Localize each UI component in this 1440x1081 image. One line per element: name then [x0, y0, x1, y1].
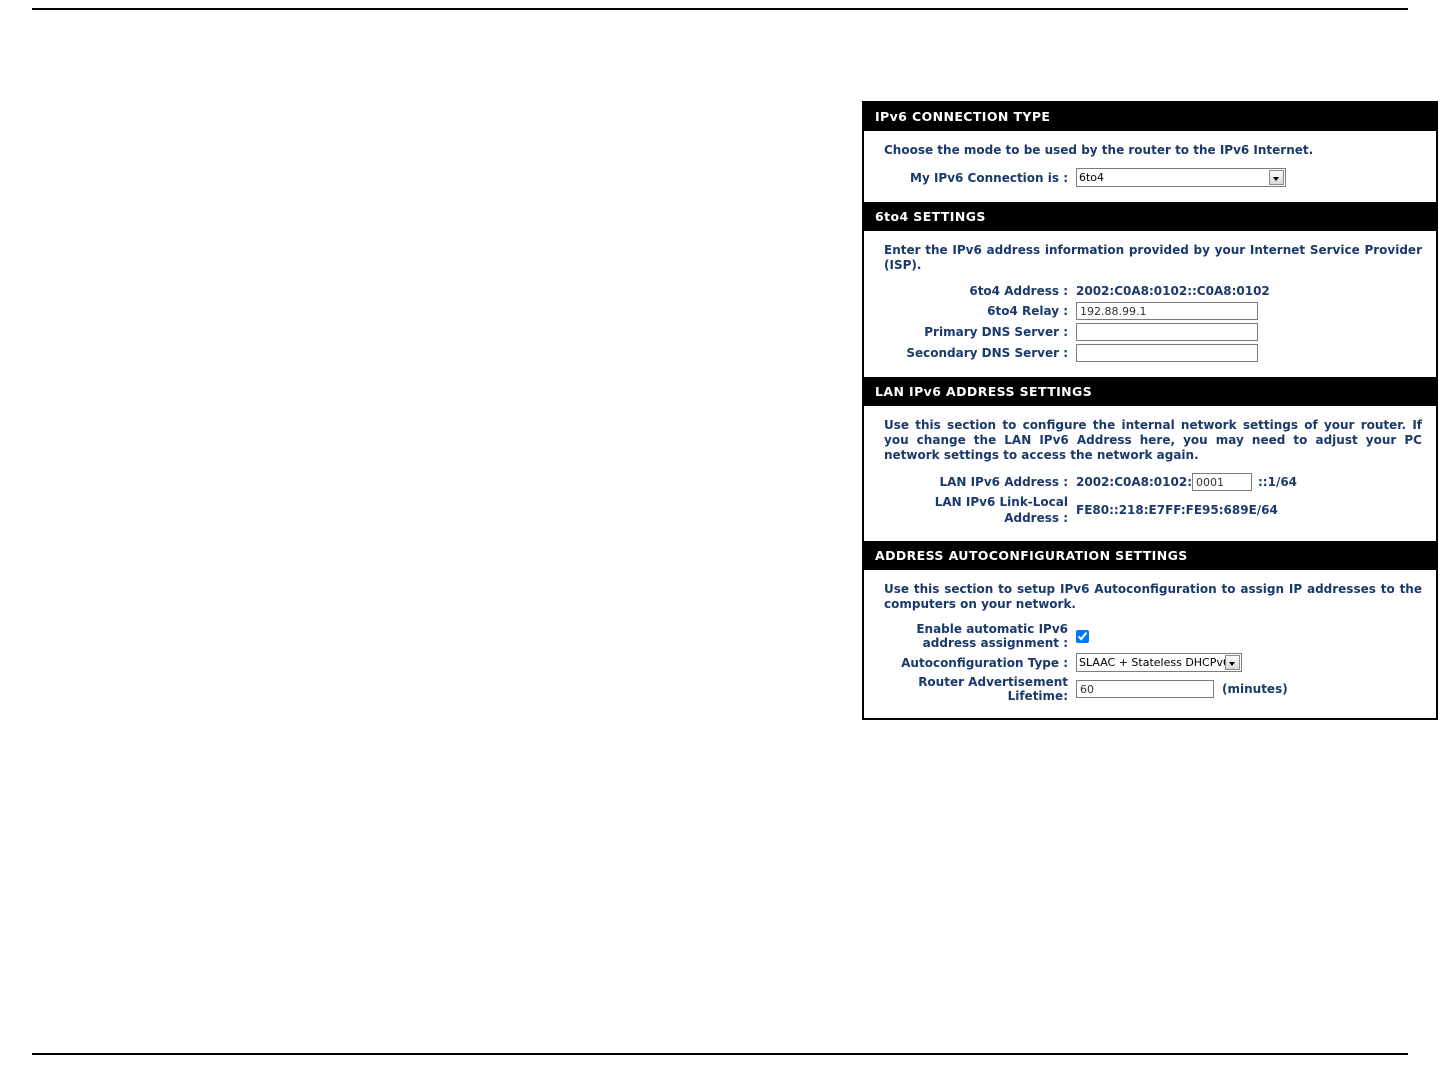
connection-type-description: Choose the mode to be used by the router to the IPv6 Internet. [884, 143, 1314, 157]
section-header-autoconfiguration: ADDRESS AUTOCONFIGURATION SETTINGS [864, 542, 1436, 570]
page-bottom-divider [32, 1053, 1408, 1055]
6to4-relay-row [876, 302, 1424, 320]
ra-lifetime-row [876, 675, 1424, 703]
ra-lifetime-units: (minutes) [1222, 682, 1288, 696]
lan-ipv6-address-prefix: 2002:C0A8:0102: [1076, 475, 1192, 489]
lan-ipv6-link-local-value: FE80::218:E7FF:FE95:689E/64 [1076, 503, 1278, 517]
ra-lifetime-label: Router Advertisement Lifetime: [918, 675, 1068, 703]
primary-dns-row [876, 323, 1424, 341]
primary-dns-input[interactable] [1076, 323, 1258, 341]
ipv6-connection-select[interactable] [1076, 168, 1286, 187]
section-header-connection-type: IPv6 CONNECTION TYPE [864, 103, 1436, 131]
connection-type-label: My IPv6 Connection is : [910, 170, 1068, 185]
6to4-address-row [876, 283, 1424, 299]
lan-ipv6-description: Use this section to configure the internal network settings of your router. If you change the LAN IPv6 Address here, you may need to adjust your PC network settings to access the network again. [884, 418, 1422, 462]
section-body-connection-type [864, 131, 1436, 203]
autoconfig-type-select-wrap [1076, 653, 1242, 672]
autoconfig-type-label: Autoconfiguration Type : [901, 655, 1068, 670]
6to4-relay-label: 6to4 Relay : [987, 304, 1068, 318]
enable-autoconfig-row [876, 622, 1424, 650]
6to4-address-label: 6to4 Address : [969, 284, 1068, 298]
ra-lifetime-input[interactable] [1076, 680, 1214, 698]
section-body-autoconfiguration [864, 570, 1436, 718]
lan-ipv6-address-suffix: ::1/64 [1258, 475, 1298, 489]
lan-ipv6-link-local-label: LAN IPv6 Link-Local Address : [934, 495, 1068, 525]
6to4-address-value: 2002:C0A8:0102::C0A8:0102 [1076, 284, 1270, 298]
6to4-relay-input[interactable] [1076, 302, 1258, 320]
section-header-6to4-settings: 6to4 SETTINGS [864, 203, 1436, 231]
enable-autoconfig-checkbox[interactable] [1076, 630, 1089, 643]
lan-ipv6-address-input[interactable] [1192, 473, 1252, 491]
autoconfig-type-row [876, 653, 1424, 672]
lan-ipv6-address-label: LAN IPv6 Address : [939, 475, 1068, 489]
autoconfig-type-select[interactable] [1076, 653, 1242, 672]
section-body-lan-ipv6 [864, 406, 1436, 542]
ipv6-configuration-panel [862, 101, 1438, 720]
enable-autoconfig-label: Enable automatic IPv6 address assignment : [916, 622, 1068, 650]
section-header-lan-ipv6: LAN IPv6 ADDRESS SETTINGS [864, 378, 1436, 406]
secondary-dns-input[interactable] [1076, 344, 1258, 362]
connection-type-row [876, 168, 1424, 187]
autoconfiguration-description: Use this section to setup IPv6 Autoconfiguration to assign IP addresses to the computers on your network. [884, 582, 1422, 611]
page-top-divider [32, 8, 1408, 10]
6to4-description: Enter the IPv6 address information provided by your Internet Service Provider (ISP). [884, 243, 1422, 272]
secondary-dns-row [876, 344, 1424, 362]
connection-type-select-wrap [1076, 168, 1286, 187]
lan-ipv6-address-row [876, 473, 1424, 491]
section-body-6to4-settings [864, 231, 1436, 378]
primary-dns-label: Primary DNS Server : [924, 325, 1068, 339]
secondary-dns-label: Secondary DNS Server : [906, 346, 1068, 360]
lan-ipv6-link-local-row [876, 494, 1424, 526]
